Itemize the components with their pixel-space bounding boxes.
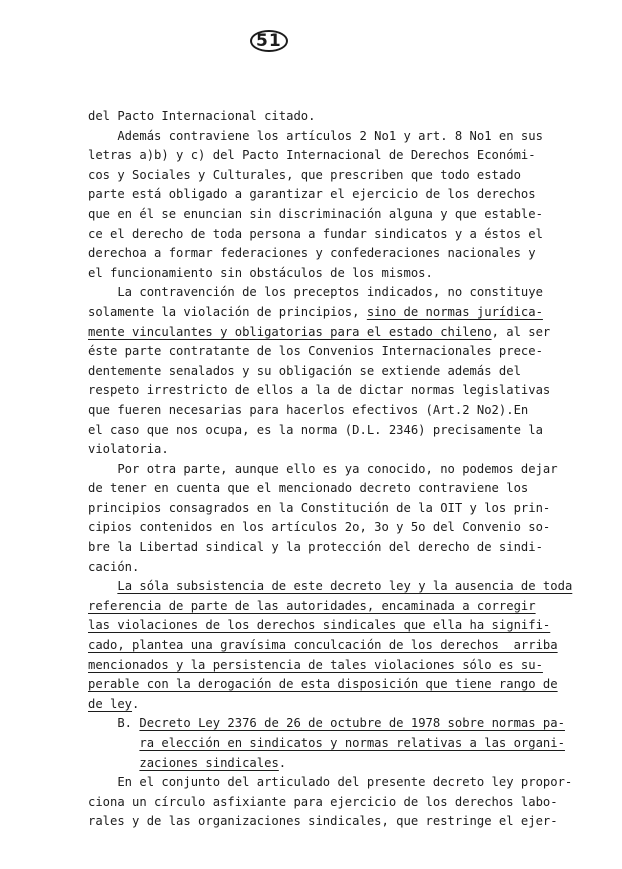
underlined-text: las violaciones de los derechos sindicales que ella ha signifi- xyxy=(88,618,551,633)
text-line xyxy=(88,225,588,245)
text-line xyxy=(88,538,588,558)
underlined-text: mente vinculantes y obligatorias para el estado chileno xyxy=(88,324,492,339)
text-line xyxy=(88,323,588,343)
text-segment xyxy=(88,736,139,750)
text-line xyxy=(88,499,588,519)
text-segment: violatoria. xyxy=(88,442,169,457)
underlined-text: perable con la derogación de esta disposición que tiene rango de xyxy=(88,677,558,692)
text-segment: el caso que nos ocupa, es la norma (D.L. 2346) precisamente la xyxy=(88,422,543,437)
text-segment: del Pacto Internacional citado. xyxy=(88,109,316,123)
text-line xyxy=(88,342,588,362)
text-segment: . xyxy=(132,696,140,711)
text-line xyxy=(88,773,588,793)
text-line xyxy=(88,558,588,578)
text-segment: respeto irrestricto de ellos a la de dictar normas legislativas xyxy=(88,383,551,398)
text-line xyxy=(88,812,588,832)
text-line xyxy=(88,421,588,441)
text-segment: bre la Libertad sindical y la protección del derecho de sindi- xyxy=(88,540,543,555)
text-segment xyxy=(88,579,117,593)
text-line xyxy=(88,381,588,401)
text-segment: . xyxy=(278,755,287,770)
text-line xyxy=(88,283,588,303)
text-segment: principios consagrados en la Constitución de la OIT y los prin- xyxy=(88,500,551,515)
underlined-text: zaciones sindicales xyxy=(139,755,279,770)
text-segment: que fueren necesarias para hacerlos efectivos (Art.2 No2).En xyxy=(88,402,529,417)
text-segment: éste parte contratante de los Convenios Internacionales prece- xyxy=(88,344,543,359)
text-segment: dentemente senalados y su obligación se extiende además del xyxy=(88,363,521,378)
underlined-text: La sóla subsistencia de este decreto ley y la ausencia de toda xyxy=(117,579,573,594)
text-line xyxy=(88,362,588,382)
text-line xyxy=(88,401,588,421)
text-line xyxy=(88,303,588,323)
text-line xyxy=(88,244,588,264)
text-line xyxy=(88,185,588,205)
text-segment: ciona un círculo asfixiante para ejercicio de los derechos labo- xyxy=(88,794,558,809)
underlined-text: referencia de parte de las autoridades, encaminada a corregir xyxy=(88,598,536,613)
document-body xyxy=(88,107,588,832)
page-number-circle: 51 xyxy=(250,30,288,52)
text-line xyxy=(88,460,588,480)
text-line xyxy=(88,695,588,715)
text-segment: solamente la violación de principios, xyxy=(88,304,367,319)
underlined-text: cado, plantea una gravísima conculcación de los derechos arriba xyxy=(88,638,558,653)
text-segment: cos y Sociales y Culturales, que prescriben que todo estado xyxy=(88,167,521,182)
text-line xyxy=(88,754,588,774)
text-segment: cipios contenidos en los artículos 2o, 3o y 5o del Convenio so- xyxy=(88,520,551,535)
text-segment: B. xyxy=(88,716,140,731)
text-line xyxy=(88,146,588,166)
text-line xyxy=(88,127,588,147)
text-segment: Por otra parte, aunque ello es ya conocido, no podemos dejar xyxy=(88,461,558,476)
text-segment: el funcionamiento sin obstáculos de los mismos. xyxy=(88,265,433,280)
underlined-text: de ley xyxy=(88,696,133,711)
text-segment: ce el derecho de toda persona a fundar sindicatos y a éstos el xyxy=(88,226,543,241)
text-segment: que en él se enuncian sin discriminación alguna y que estable- xyxy=(88,206,543,221)
text-segment: La contravención de los preceptos indicados, no constituye xyxy=(88,285,543,300)
text-line xyxy=(88,734,588,754)
text-line xyxy=(88,714,588,734)
page-number xyxy=(250,30,288,52)
text-segment: parte está obligado a garantizar el ejercicio de los derechos xyxy=(88,187,536,202)
text-segment: , al ser xyxy=(491,324,551,339)
text-line xyxy=(88,616,588,636)
text-line xyxy=(88,518,588,538)
underlined-text: sino de normas jurídica- xyxy=(366,304,543,319)
text-segment: cación. xyxy=(88,559,140,574)
text-segment xyxy=(88,756,139,770)
text-segment: Además contraviene los artículos 2 No1 y art. 8 No1 en sus xyxy=(88,128,543,143)
text-line xyxy=(88,636,588,656)
underlined-text: mencionados y la persistencia de tales violaciones sólo es su- xyxy=(88,657,543,672)
text-line xyxy=(88,577,588,597)
underlined-text: ra elección en sindicatos y normas relativas a las organi- xyxy=(139,736,565,750)
text-line xyxy=(88,264,588,284)
underlined-text: Decreto Ley 2376 de 26 de octubre de 1978 sobre normas pa- xyxy=(139,716,565,731)
text-line xyxy=(88,440,588,460)
text-line xyxy=(88,675,588,695)
text-line xyxy=(88,107,588,127)
text-line xyxy=(88,166,588,186)
text-segment: letras a)b) y c) del Pacto Internacional de Derechos Económi- xyxy=(88,148,536,163)
text-line xyxy=(88,205,588,225)
text-segment: En el conjunto del articulado del presente decreto ley propor- xyxy=(88,775,573,790)
text-line xyxy=(88,597,588,617)
text-segment: rales y de las organizaciones sindicales, que restringe el ejer- xyxy=(88,814,558,829)
text-line xyxy=(88,656,588,676)
text-segment: derechoa a formar federaciones y confederaciones nacionales y xyxy=(88,246,536,261)
text-line xyxy=(88,793,588,813)
text-segment: de tener en cuenta que el mencionado decreto contraviene los xyxy=(88,481,529,496)
text-line xyxy=(88,479,588,499)
